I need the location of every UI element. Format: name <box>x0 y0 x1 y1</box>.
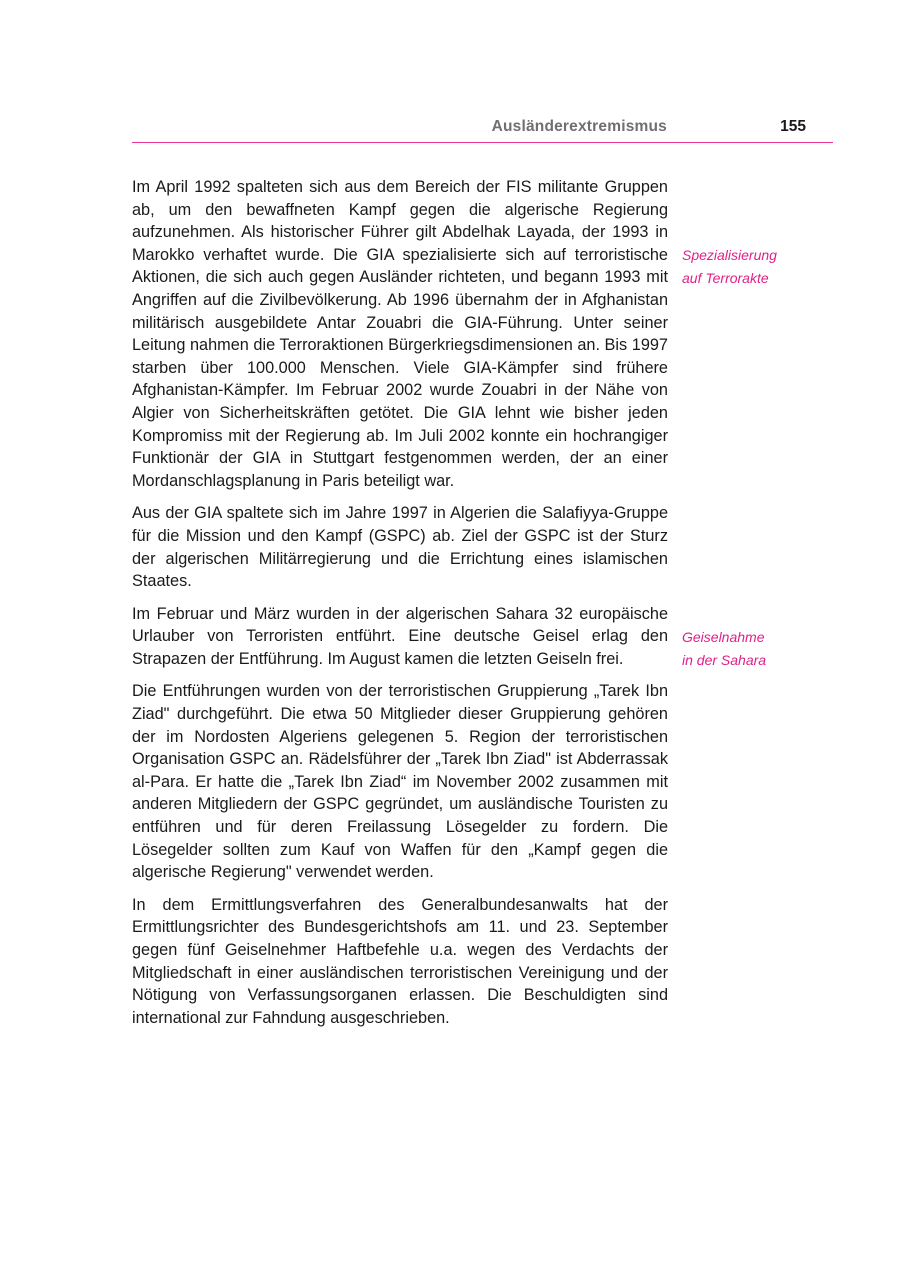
paragraph-gspc-origin: Aus der GIA spaltete sich im Jahre 1997 in Algerien die Salafiyya-Gruppe für die Mission und den Kampf (GSPC) ab. Ziel der GSPC ist der Sturz der algerischen Militärregierung und die Errichtung eines islamischen Staates. <box>132 504 668 591</box>
main-text <box>132 176 668 1039</box>
paragraph-gia-history: Im April 1992 spalteten sich aus dem Bereich der FIS militante Gruppen ab, um den bewaffneten Kampf gegen die algerische Regierung aufzunehmen. Als historischer Führer gilt Abdelhak Layada, der 1993 in Marokko verhaftet wurde. Die GIA spezialisierte sich auf terroristische Aktionen, die sich auch gegen Ausländer richteten, und begann 1993 mit Angriffen auf die Zivilbevölkerung. Ab 1996 übernahm der in Afghanistan militärisch ausgebildete Antar Zouabri die GIA-Führung. Unter seiner Leitung nahmen die Terroraktionen Bürgerkriegsdimensionen an. Bis 1997 starben über 100.000 Menschen. Viele GIA-Kämpfer sind frühere Afghanistan-Kämpfer. Im Februar 2002 wurde Zouabri in der Nähe von Algier von Sicherheitskräften getötet. Die GIA lehnt wie bisher jeden Kompromiss mit der Regierung ab. Im Juli 2002 konnte ein hochrangiger Funktionär der GIA in Stuttgart festgenommen werden, der an einer Mordanschlagsplanung in Paris beteiligt war. <box>132 178 668 490</box>
header-title: Ausländerextremismus <box>491 118 667 135</box>
margin-note-line: Spezialisierung <box>682 247 777 263</box>
page-number: 155 <box>780 118 806 135</box>
margin-note-hostage <box>682 626 812 671</box>
margin-note-line: Geiselnahme <box>682 629 765 645</box>
paragraph-investigation: In dem Ermittlungsverfahren des Generalbundesanwalts hat der Ermittlungsrichter des Bundesgerichtshofs am 11. und 23. September gegen fünf Geiselnehmer Haftbefehle u.a. wegen des Verdachts der Mitgliedschaft in einer ausländischen terroristischen Vereinigung und der Nötigung von Verfassungsorganen erlassen. Die Beschuldigten sind international zur Fahndung ausgeschrieben. <box>132 895 668 1027</box>
paragraph-sahara-kidnapping: Im Februar und März wurden in der algerischen Sahara 32 europäische Urlauber von Terroristen entführt. Eine deutsche Geisel erlag den Strapazen der Entführung. Im August kamen die letzten Geiseln frei. <box>132 604 668 668</box>
running-header <box>132 114 833 143</box>
margin-note-line: auf Terrorakte <box>682 269 769 286</box>
margin-note-line: in der Sahara <box>682 651 767 668</box>
margin-note-terrorism <box>682 244 812 289</box>
paragraph-tarek-ibn-ziad: Die Entführungen wurden von der terroristischen Gruppierung „Tarek Ibn Ziad" durchgeführt. Die etwa 50 Mitglieder dieser Gruppierung gehören der im Nordosten Algeriens gelegenen 5. Region der terroristischen Organisation GSPC an. Rädelsführer der „Tarek Ibn Ziad" ist Abderrassak al-Para. Er hatte die „Tarek Ibn Ziad“ im November 2002 zusammen mit anderen Mitgliedern der GSPC gegründet, um ausländische Touristen zu entführen und für deren Freilassung Lösegelder zu fordern. Die Lösegelder sollten zum Kauf von Waffen für den „Kampf gegen die algerische Regierung" verwendet werden. <box>132 682 668 882</box>
